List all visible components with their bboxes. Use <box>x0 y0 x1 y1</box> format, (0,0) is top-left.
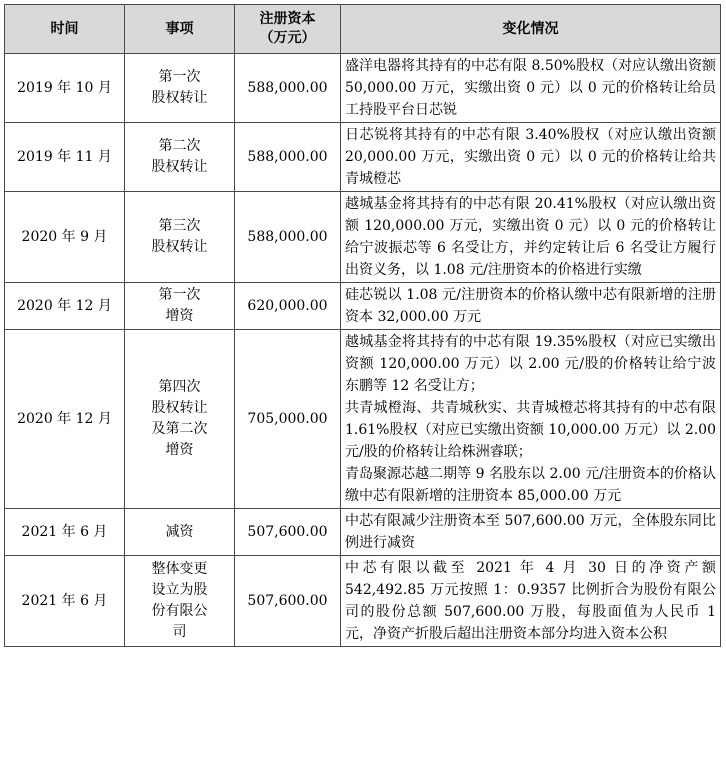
cell-change <box>341 123 721 192</box>
change-paragraph: 中芯有限减少注册资本至 507,600.00 万元，全体股东同比例进行减资 <box>345 513 716 551</box>
header-capital-line1: 注册资本 <box>259 11 316 27</box>
cell-capital: 588,000.00 <box>235 54 341 123</box>
header-capital-line2: （万元） <box>259 30 316 46</box>
cell-event <box>125 192 235 283</box>
change-paragraph: 共青城橙海、共青城秋实、共青城橙芯将其持有的中芯有限 1.61%股权（对应已实缴出资额 10,000.00 万元）以 2.00 元/股的价格转让给株洲睿联； <box>345 400 716 460</box>
event-line: 股权转让 <box>151 159 208 175</box>
event-line: 份有限公 <box>151 603 208 619</box>
cell-event <box>125 509 235 556</box>
table-row <box>5 192 721 283</box>
cell-event <box>125 54 235 123</box>
change-paragraph: 越城基金将其持有的中芯有限 20.41%股权（对应认缴出资额 120,000.00 万元，实缴出资 0 元）以 0 元的价格转让给宁波振芯等 6 名受让方，并约定转让后 6 名受让方履行出资义务，以 1.08 元/注册资本的价格进行实缴 <box>345 196 716 278</box>
table-body <box>5 54 721 647</box>
change-paragraph: 青岛聚源芯越二期等 9 名股东以 2.00 元/注册资本的价格认缴中芯有限新增的注册资本 85,000.00 万元 <box>345 466 716 504</box>
event-line: 整体变更 <box>151 561 208 577</box>
cell-capital: 620,000.00 <box>235 283 341 330</box>
table-row <box>5 54 721 123</box>
table-row <box>5 283 721 330</box>
cell-change <box>341 192 721 283</box>
header-row <box>5 5 721 54</box>
event-line: 第四次 <box>158 379 201 395</box>
change-paragraph: 硅芯锐以 1.08 元/注册资本的价格认缴中芯有限新增的注册资本 32,000.00 万元 <box>345 287 716 325</box>
cell-capital: 705,000.00 <box>235 330 341 509</box>
cell-event <box>125 330 235 509</box>
event-line: 增资 <box>165 442 194 458</box>
cell-capital: 588,000.00 <box>235 123 341 192</box>
change-paragraph: 日芯锐将其持有的中芯有限 3.40%股权（对应认缴出资额 20,000.00 万元，实缴出资 0 元）以 0 元的价格转让给共青城橙芯 <box>345 127 716 187</box>
event-line: 股权转让 <box>151 239 208 255</box>
event-line: 设立为股 <box>151 582 208 598</box>
cell-time: 2020 年 12 月 <box>5 283 125 330</box>
event-line: 及第二次 <box>151 421 208 437</box>
event-line: 第一次 <box>158 69 201 85</box>
cell-time: 2021 年 6 月 <box>5 509 125 556</box>
cell-time: 2020 年 9 月 <box>5 192 125 283</box>
event-line: 股权转让 <box>151 90 208 106</box>
event-line: 第三次 <box>158 218 201 234</box>
table-row <box>5 556 721 647</box>
event-line: 股权转让 <box>151 400 208 416</box>
cell-change <box>341 283 721 330</box>
cell-capital: 588,000.00 <box>235 192 341 283</box>
header-change: 变化情况 <box>341 5 721 54</box>
cell-change <box>341 54 721 123</box>
event-line: 第一次 <box>158 287 201 303</box>
event-line: 减资 <box>165 523 194 540</box>
table-row <box>5 330 721 509</box>
cell-capital: 507,600.00 <box>235 509 341 556</box>
table-row <box>5 509 721 556</box>
cell-time: 2021 年 6 月 <box>5 556 125 647</box>
event-line: 增资 <box>165 308 194 324</box>
cell-event <box>125 283 235 330</box>
change-paragraph: 越城基金将其持有的中芯有限 19.35%股权（对应已实缴出资额 120,000.00 万元）以 2.00 元/股的价格转让给宁波东鹏等 12 名受让方； <box>345 334 716 394</box>
table-header <box>5 5 721 54</box>
event-line: 司 <box>172 624 187 640</box>
change-paragraph: 盛洋电器将其持有的中芯有限 8.50%股权（对应认缴出资额 50,000.00 万元，实缴出资 0 元）以 0 元的价格转让给员工持股平台日芯锐 <box>345 58 716 118</box>
cell-change <box>341 556 721 647</box>
cell-event <box>125 123 235 192</box>
header-time: 时间 <box>5 5 125 54</box>
event-line: 第二次 <box>158 138 201 154</box>
table-row <box>5 123 721 192</box>
cell-capital: 507,600.00 <box>235 556 341 647</box>
cell-change <box>341 330 721 509</box>
cell-time: 2019 年 11 月 <box>5 123 125 192</box>
cell-event <box>125 556 235 647</box>
change-paragraph: 中芯有限以截至 2021 年 4 月 30 日的净资产额 542,492.85 万元按照 1：0.9357 比例折合为股份有限公司的股份总额 507,600.00 万股，每股面值为人民币 1 元，净资产折股后超出注册资本部分均进入资本公积 <box>345 560 716 642</box>
header-capital <box>235 5 341 54</box>
page <box>4 4 720 647</box>
cell-change <box>341 509 721 556</box>
cell-time: 2019 年 10 月 <box>5 54 125 123</box>
capital-change-table <box>4 4 721 647</box>
header-event: 事项 <box>125 5 235 54</box>
cell-time: 2020 年 12 月 <box>5 330 125 509</box>
